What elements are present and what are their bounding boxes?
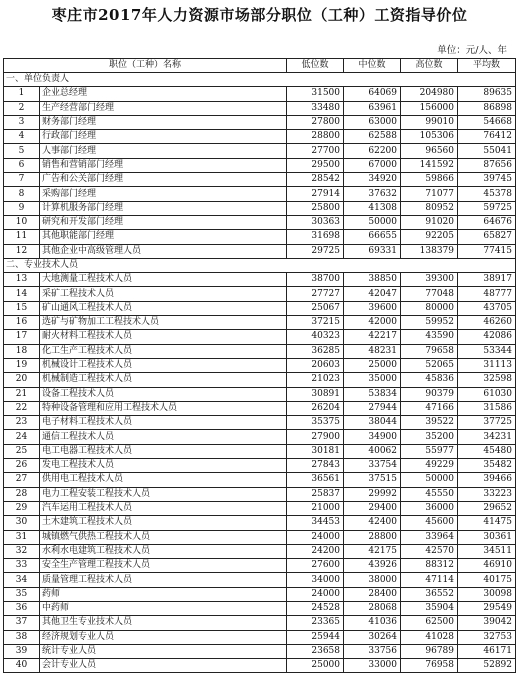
table-row bbox=[4, 587, 516, 601]
row-position-name: 供用电工程技术人员 bbox=[40, 473, 287, 487]
row-index: 28 bbox=[4, 487, 40, 501]
row-index: 22 bbox=[4, 401, 40, 415]
row-mid-value: 63000 bbox=[344, 115, 401, 129]
row-high-value: 39522 bbox=[401, 416, 458, 430]
row-high-value: 43590 bbox=[401, 330, 458, 344]
row-mid-value: 48231 bbox=[344, 344, 401, 358]
row-index: 34 bbox=[4, 573, 40, 587]
row-position-name: 质量管理工程技术人员 bbox=[40, 573, 287, 587]
row-low-value: 30363 bbox=[287, 215, 344, 229]
row-low-value: 25000 bbox=[287, 659, 344, 673]
table-row bbox=[4, 501, 516, 515]
row-mid-value: 25000 bbox=[344, 358, 401, 372]
row-avg-value: 29652 bbox=[458, 501, 516, 515]
row-index: 16 bbox=[4, 316, 40, 330]
row-avg-value: 45378 bbox=[458, 187, 516, 201]
row-high-value: 91020 bbox=[401, 215, 458, 229]
row-mid-value: 33000 bbox=[344, 659, 401, 673]
table-row bbox=[4, 130, 516, 144]
row-index: 39 bbox=[4, 644, 40, 658]
row-position-name: 统计专业人员 bbox=[40, 644, 287, 658]
row-index: 12 bbox=[4, 244, 40, 258]
row-position-name: 安全生产管理工程技术人员 bbox=[40, 559, 287, 573]
row-index: 20 bbox=[4, 373, 40, 387]
row-high-value: 80952 bbox=[401, 201, 458, 215]
table-row bbox=[4, 273, 516, 287]
row-high-value: 76958 bbox=[401, 659, 458, 673]
row-avg-value: 32598 bbox=[458, 373, 516, 387]
row-mid-value: 41036 bbox=[344, 616, 401, 630]
row-high-value: 49229 bbox=[401, 459, 458, 473]
row-index: 11 bbox=[4, 230, 40, 244]
table-row bbox=[4, 330, 516, 344]
row-mid-value: 29400 bbox=[344, 501, 401, 515]
row-high-value: 50000 bbox=[401, 473, 458, 487]
row-low-value: 24000 bbox=[287, 530, 344, 544]
table-row bbox=[4, 573, 516, 587]
row-high-value: 35200 bbox=[401, 430, 458, 444]
table-row bbox=[4, 544, 516, 558]
table-row bbox=[4, 459, 516, 473]
header-high: 高位数 bbox=[401, 59, 458, 73]
row-low-value: 28800 bbox=[287, 130, 344, 144]
table-row bbox=[4, 601, 516, 615]
row-index: 27 bbox=[4, 473, 40, 487]
row-high-value: 79658 bbox=[401, 344, 458, 358]
row-position-name: 水利水电建筑工程技术人员 bbox=[40, 544, 287, 558]
row-avg-value: 39042 bbox=[458, 616, 516, 630]
table-row bbox=[4, 659, 516, 673]
row-avg-value: 59725 bbox=[458, 201, 516, 215]
row-mid-value: 27944 bbox=[344, 401, 401, 415]
row-position-name: 生产经营部门经理 bbox=[40, 101, 287, 115]
row-high-value: 55977 bbox=[401, 444, 458, 458]
row-high-value: 96789 bbox=[401, 644, 458, 658]
row-position-name: 计算机服务部门经理 bbox=[40, 201, 287, 215]
row-high-value: 36552 bbox=[401, 587, 458, 601]
row-high-value: 41028 bbox=[401, 630, 458, 644]
row-avg-value: 86898 bbox=[458, 101, 516, 115]
row-index: 21 bbox=[4, 387, 40, 401]
row-low-value: 20603 bbox=[287, 358, 344, 372]
row-low-value: 35375 bbox=[287, 416, 344, 430]
row-high-value: 59866 bbox=[401, 173, 458, 187]
row-index: 6 bbox=[4, 158, 40, 172]
row-avg-value: 37725 bbox=[458, 416, 516, 430]
row-mid-value: 69331 bbox=[344, 244, 401, 258]
row-index: 2 bbox=[4, 101, 40, 115]
row-avg-value: 39466 bbox=[458, 473, 516, 487]
row-low-value: 27843 bbox=[287, 459, 344, 473]
row-mid-value: 42217 bbox=[344, 330, 401, 344]
row-position-name: 其他卫生专业技术人员 bbox=[40, 616, 287, 630]
row-position-name: 土木建筑工程技术人员 bbox=[40, 516, 287, 530]
row-low-value: 25067 bbox=[287, 301, 344, 315]
row-index: 1 bbox=[4, 87, 40, 101]
row-low-value: 24000 bbox=[287, 587, 344, 601]
row-position-name: 矿山通风工程技术人员 bbox=[40, 301, 287, 315]
row-index: 26 bbox=[4, 459, 40, 473]
row-index: 33 bbox=[4, 559, 40, 573]
table-row bbox=[4, 87, 516, 101]
table-row bbox=[4, 473, 516, 487]
table-row bbox=[4, 373, 516, 387]
row-mid-value: 67000 bbox=[344, 158, 401, 172]
row-high-value: 105306 bbox=[401, 130, 458, 144]
row-low-value: 26204 bbox=[287, 401, 344, 415]
table-row bbox=[4, 487, 516, 501]
table-row bbox=[4, 401, 516, 415]
row-high-value: 33964 bbox=[401, 530, 458, 544]
row-avg-value: 53344 bbox=[458, 344, 516, 358]
header-mid: 中位数 bbox=[344, 59, 401, 73]
row-position-name: 电力工程安装工程技术人员 bbox=[40, 487, 287, 501]
row-low-value: 27900 bbox=[287, 430, 344, 444]
row-avg-value: 65827 bbox=[458, 230, 516, 244]
row-low-value: 28542 bbox=[287, 173, 344, 187]
row-mid-value: 40062 bbox=[344, 444, 401, 458]
row-avg-value: 33223 bbox=[458, 487, 516, 501]
row-index: 4 bbox=[4, 130, 40, 144]
table-row bbox=[4, 287, 516, 301]
row-high-value: 36000 bbox=[401, 501, 458, 515]
row-position-name: 汽车运用工程技术人员 bbox=[40, 501, 287, 515]
row-high-value: 47114 bbox=[401, 573, 458, 587]
row-low-value: 29500 bbox=[287, 158, 344, 172]
row-low-value: 21000 bbox=[287, 501, 344, 515]
row-position-name: 机械设计工程技术人员 bbox=[40, 358, 287, 372]
row-mid-value: 35000 bbox=[344, 373, 401, 387]
row-mid-value: 33754 bbox=[344, 459, 401, 473]
header-row bbox=[4, 59, 516, 73]
row-mid-value: 50000 bbox=[344, 215, 401, 229]
row-high-value: 62500 bbox=[401, 616, 458, 630]
row-low-value: 24200 bbox=[287, 544, 344, 558]
row-mid-value: 64069 bbox=[344, 87, 401, 101]
row-high-value: 45550 bbox=[401, 487, 458, 501]
table-row bbox=[4, 430, 516, 444]
row-index: 36 bbox=[4, 601, 40, 615]
table-row bbox=[4, 301, 516, 315]
row-low-value: 25837 bbox=[287, 487, 344, 501]
row-low-value: 27600 bbox=[287, 559, 344, 573]
row-mid-value: 34900 bbox=[344, 430, 401, 444]
row-high-value: 156000 bbox=[401, 101, 458, 115]
row-avg-value: 34511 bbox=[458, 544, 516, 558]
row-high-value: 90379 bbox=[401, 387, 458, 401]
row-position-name: 研究和开发部门经理 bbox=[40, 215, 287, 229]
section-row bbox=[4, 258, 516, 272]
row-high-value: 96560 bbox=[401, 144, 458, 158]
table-row bbox=[4, 101, 516, 115]
row-mid-value: 42400 bbox=[344, 516, 401, 530]
row-position-name: 中药师 bbox=[40, 601, 287, 615]
row-position-name: 行政部门经理 bbox=[40, 130, 287, 144]
row-position-name: 广告和公关部门经理 bbox=[40, 173, 287, 187]
row-high-value: 42570 bbox=[401, 544, 458, 558]
row-position-name: 电工电器工程技术人员 bbox=[40, 444, 287, 458]
row-low-value: 21023 bbox=[287, 373, 344, 387]
row-low-value: 34453 bbox=[287, 516, 344, 530]
row-position-name: 电子材料工程技术人员 bbox=[40, 416, 287, 430]
row-position-name: 药师 bbox=[40, 587, 287, 601]
row-avg-value: 40175 bbox=[458, 573, 516, 587]
row-index: 37 bbox=[4, 616, 40, 630]
row-high-value: 39300 bbox=[401, 273, 458, 287]
row-low-value: 40323 bbox=[287, 330, 344, 344]
row-index: 17 bbox=[4, 330, 40, 344]
row-low-value: 37215 bbox=[287, 316, 344, 330]
row-avg-value: 30361 bbox=[458, 530, 516, 544]
table-row bbox=[4, 358, 516, 372]
unit-label: 单位：元/人、年 bbox=[437, 45, 507, 56]
row-position-name: 企业总经理 bbox=[40, 87, 287, 101]
row-index: 7 bbox=[4, 173, 40, 187]
row-index: 18 bbox=[4, 344, 40, 358]
row-mid-value: 38000 bbox=[344, 573, 401, 587]
row-position-name: 通信工程技术人员 bbox=[40, 430, 287, 444]
row-position-name: 其他企业中高级管理人员 bbox=[40, 244, 287, 258]
row-mid-value: 39600 bbox=[344, 301, 401, 315]
row-mid-value: 43926 bbox=[344, 559, 401, 573]
table-row bbox=[4, 158, 516, 172]
row-avg-value: 31586 bbox=[458, 401, 516, 415]
row-position-name: 采购部门经理 bbox=[40, 187, 287, 201]
row-mid-value: 28800 bbox=[344, 530, 401, 544]
row-index: 13 bbox=[4, 273, 40, 287]
row-avg-value: 39745 bbox=[458, 173, 516, 187]
row-index: 24 bbox=[4, 430, 40, 444]
row-mid-value: 33756 bbox=[344, 644, 401, 658]
row-avg-value: 34231 bbox=[458, 430, 516, 444]
row-high-value: 138379 bbox=[401, 244, 458, 258]
row-high-value: 35904 bbox=[401, 601, 458, 615]
table-row bbox=[4, 387, 516, 401]
section-label: 一、单位负责人 bbox=[4, 73, 516, 87]
header-position: 职位（工种）名称 bbox=[4, 59, 287, 73]
row-high-value: 204980 bbox=[401, 87, 458, 101]
row-high-value: 80000 bbox=[401, 301, 458, 315]
row-low-value: 30891 bbox=[287, 387, 344, 401]
row-avg-value: 41475 bbox=[458, 516, 516, 530]
row-avg-value: 54668 bbox=[458, 115, 516, 129]
row-mid-value: 37515 bbox=[344, 473, 401, 487]
row-mid-value: 62588 bbox=[344, 130, 401, 144]
row-mid-value: 37632 bbox=[344, 187, 401, 201]
section-label: 二、专业技术人员 bbox=[4, 258, 516, 272]
row-high-value: 92205 bbox=[401, 230, 458, 244]
row-position-name: 选矿与矿物加工工程技术人员 bbox=[40, 316, 287, 330]
row-index: 15 bbox=[4, 301, 40, 315]
table-row bbox=[4, 416, 516, 430]
wage-table bbox=[3, 58, 516, 673]
row-high-value: 88312 bbox=[401, 559, 458, 573]
row-index: 30 bbox=[4, 516, 40, 530]
row-position-name: 耐火材料工程技术人员 bbox=[40, 330, 287, 344]
section-row bbox=[4, 73, 516, 87]
table-row bbox=[4, 144, 516, 158]
table-row bbox=[4, 444, 516, 458]
header-low: 低位数 bbox=[287, 59, 344, 73]
row-index: 19 bbox=[4, 358, 40, 372]
row-mid-value: 66655 bbox=[344, 230, 401, 244]
table-row bbox=[4, 316, 516, 330]
page-title: 枣庄市2017年人力资源市场部分职位（工种）工资指导价位 bbox=[51, 6, 468, 24]
row-position-name: 大地测量工程技术人员 bbox=[40, 273, 287, 287]
row-low-value: 23365 bbox=[287, 616, 344, 630]
row-mid-value: 42047 bbox=[344, 287, 401, 301]
row-low-value: 25944 bbox=[287, 630, 344, 644]
row-mid-value: 42000 bbox=[344, 316, 401, 330]
row-mid-value: 38850 bbox=[344, 273, 401, 287]
row-mid-value: 41308 bbox=[344, 201, 401, 215]
row-low-value: 27914 bbox=[287, 187, 344, 201]
row-index: 9 bbox=[4, 201, 40, 215]
row-position-name: 发电工程技术人员 bbox=[40, 459, 287, 473]
row-avg-value: 46260 bbox=[458, 316, 516, 330]
row-avg-value: 31113 bbox=[458, 358, 516, 372]
table-row bbox=[4, 559, 516, 573]
row-avg-value: 87656 bbox=[458, 158, 516, 172]
row-avg-value: 76412 bbox=[458, 130, 516, 144]
row-high-value: 52065 bbox=[401, 358, 458, 372]
row-position-name: 人事部门经理 bbox=[40, 144, 287, 158]
header-avg: 平均数 bbox=[458, 59, 516, 73]
row-avg-value: 32753 bbox=[458, 630, 516, 644]
table-row bbox=[4, 244, 516, 258]
row-index: 40 bbox=[4, 659, 40, 673]
row-position-name: 经济规划专业人员 bbox=[40, 630, 287, 644]
row-avg-value: 52892 bbox=[458, 659, 516, 673]
row-index: 35 bbox=[4, 587, 40, 601]
row-low-value: 36561 bbox=[287, 473, 344, 487]
row-avg-value: 89635 bbox=[458, 87, 516, 101]
row-high-value: 47166 bbox=[401, 401, 458, 415]
row-mid-value: 62200 bbox=[344, 144, 401, 158]
row-position-name: 城镇燃气供热工程技术人员 bbox=[40, 530, 287, 544]
table-row bbox=[4, 644, 516, 658]
row-position-name: 化工生产工程技术人员 bbox=[40, 344, 287, 358]
row-mid-value: 28068 bbox=[344, 601, 401, 615]
table-row bbox=[4, 616, 516, 630]
table-row bbox=[4, 187, 516, 201]
row-index: 5 bbox=[4, 144, 40, 158]
row-avg-value: 48777 bbox=[458, 287, 516, 301]
row-avg-value: 29549 bbox=[458, 601, 516, 615]
row-low-value: 27700 bbox=[287, 144, 344, 158]
row-high-value: 99010 bbox=[401, 115, 458, 129]
row-low-value: 24528 bbox=[287, 601, 344, 615]
row-high-value: 77048 bbox=[401, 287, 458, 301]
table-row bbox=[4, 173, 516, 187]
row-avg-value: 46910 bbox=[458, 559, 516, 573]
row-high-value: 59952 bbox=[401, 316, 458, 330]
row-index: 10 bbox=[4, 215, 40, 229]
row-avg-value: 43705 bbox=[458, 301, 516, 315]
row-mid-value: 30264 bbox=[344, 630, 401, 644]
row-position-name: 采矿工程技术人员 bbox=[40, 287, 287, 301]
row-index: 23 bbox=[4, 416, 40, 430]
row-index: 25 bbox=[4, 444, 40, 458]
row-index: 3 bbox=[4, 115, 40, 129]
row-index: 32 bbox=[4, 544, 40, 558]
row-position-name: 财务部门经理 bbox=[40, 115, 287, 129]
row-mid-value: 34920 bbox=[344, 173, 401, 187]
row-position-name: 机械制造工程技术人员 bbox=[40, 373, 287, 387]
row-low-value: 27727 bbox=[287, 287, 344, 301]
table-row bbox=[4, 630, 516, 644]
row-low-value: 23658 bbox=[287, 644, 344, 658]
table-row bbox=[4, 215, 516, 229]
row-high-value: 45600 bbox=[401, 516, 458, 530]
row-low-value: 31698 bbox=[287, 230, 344, 244]
row-index: 29 bbox=[4, 501, 40, 515]
row-high-value: 71077 bbox=[401, 187, 458, 201]
table-row bbox=[4, 230, 516, 244]
row-index: 38 bbox=[4, 630, 40, 644]
row-low-value: 25800 bbox=[287, 201, 344, 215]
row-mid-value: 63961 bbox=[344, 101, 401, 115]
row-avg-value: 42086 bbox=[458, 330, 516, 344]
row-avg-value: 61030 bbox=[458, 387, 516, 401]
row-position-name: 销售和营销部门经理 bbox=[40, 158, 287, 172]
row-index: 14 bbox=[4, 287, 40, 301]
table-row bbox=[4, 115, 516, 129]
row-index: 31 bbox=[4, 530, 40, 544]
row-low-value: 36285 bbox=[287, 344, 344, 358]
row-low-value: 38700 bbox=[287, 273, 344, 287]
row-low-value: 29725 bbox=[287, 244, 344, 258]
row-position-name: 会计专业人员 bbox=[40, 659, 287, 673]
row-low-value: 27800 bbox=[287, 115, 344, 129]
row-position-name: 设备工程技术人员 bbox=[40, 387, 287, 401]
row-avg-value: 64676 bbox=[458, 215, 516, 229]
row-low-value: 30181 bbox=[287, 444, 344, 458]
row-avg-value: 45480 bbox=[458, 444, 516, 458]
row-avg-value: 38917 bbox=[458, 273, 516, 287]
table-row bbox=[4, 201, 516, 215]
row-mid-value: 38044 bbox=[344, 416, 401, 430]
row-mid-value: 28400 bbox=[344, 587, 401, 601]
row-low-value: 34000 bbox=[287, 573, 344, 587]
row-high-value: 45836 bbox=[401, 373, 458, 387]
row-mid-value: 53834 bbox=[344, 387, 401, 401]
row-mid-value: 42175 bbox=[344, 544, 401, 558]
row-avg-value: 77415 bbox=[458, 244, 516, 258]
row-avg-value: 46171 bbox=[458, 644, 516, 658]
row-index: 8 bbox=[4, 187, 40, 201]
table-row bbox=[4, 344, 516, 358]
row-position-name: 特种设备管理和应用工程技术人员 bbox=[40, 401, 287, 415]
row-avg-value: 35482 bbox=[458, 459, 516, 473]
table-row bbox=[4, 530, 516, 544]
row-position-name: 其他职能部门经理 bbox=[40, 230, 287, 244]
table-row bbox=[4, 516, 516, 530]
row-avg-value: 55041 bbox=[458, 144, 516, 158]
row-low-value: 33480 bbox=[287, 101, 344, 115]
row-low-value: 31500 bbox=[287, 87, 344, 101]
row-high-value: 141592 bbox=[401, 158, 458, 172]
row-mid-value: 29992 bbox=[344, 487, 401, 501]
row-avg-value: 30098 bbox=[458, 587, 516, 601]
